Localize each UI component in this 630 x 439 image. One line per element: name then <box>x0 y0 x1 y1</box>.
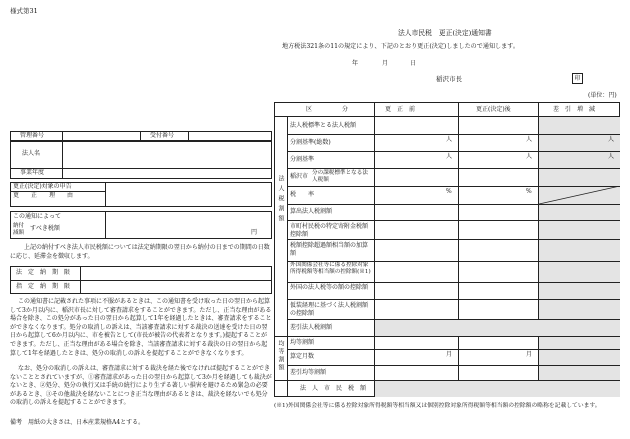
unit-person-diff-2: 人 <box>608 153 615 160</box>
unit-label: (単位：円) <box>588 92 617 99</box>
management-number-label: 管理番号 <box>20 132 45 139</box>
unit-month-before: 月 <box>446 351 453 358</box>
row-division-total: 分割基準(総数) <box>290 139 331 146</box>
row-donation-credit: 市町村民税の特定寄附金税額控除額 <box>290 223 369 238</box>
row-per-capita: 均等割額 <box>290 339 315 346</box>
appeal-paragraph-2: なお、処分の取消しの訴えは、審査請求に対する裁決を経た後でなければ提起することができないこととされていますが、①審査請求があった日の翌日から起算して3か月を経過しても裁決がないとき、②処分、処分の執行又は手続の続行により生ずる著しい損害を避けるため緊急の必要があるとき、③その他裁決を経ないことにつき正当な理由があるときは、裁決を経ないでも処分の取消しの訴えを提起することができます。 <box>10 365 272 407</box>
row-net-per-capita: 差引均等割額 <box>290 369 327 376</box>
correction-target-label: 更正(決定)対象の申告 <box>13 183 72 190</box>
table-footnote: (※1)外国関係会社等に係る控除対象所得税額等相当額又は個別控除対象所得税額等相当額の控除額の略称を記載しています。 <box>274 403 601 409</box>
row-months: 算定月数 <box>290 353 315 360</box>
per-capita-group-label: 均等割額 <box>277 340 284 372</box>
appeal-paragraph: この通知書に記載された事項に不服があるときは、この通知書を受け取った日の翌日から起算して3か月以内に、稲沢市長に対して審査請求をすることができます。ただし、正当な理由がある場合を除き、この処分があった日の翌日から起算して1年を経過したときは、審査請求をすることができなくなります。処分の取消しの訴えは、当該審査請求に対する裁決の送達を受けた日の翌日から起算して6か月以内に、市を被告として(市長が被告の代表者となります。)提起することができます。ただし、正当な理由がある場合を除き、当該審査請求に対する裁決の日の翌日から起算して1年を経過したときは、処分の取消しの訴えを提起することができなくなります。 <box>10 298 272 357</box>
notice-intro: 地方税法321条の11の規定により、下記のとおり更正(決定)しましたので通知します。 <box>282 43 519 50</box>
unit-percent-before: % <box>446 188 452 195</box>
row-excess-credit: 税額控除超過額相当額の加算額 <box>290 242 369 257</box>
remarks-note: 備考 用紙の大きさは、日本産業規格A4とする。 <box>10 419 145 426</box>
unit-person-after-1: 人 <box>526 136 533 143</box>
official-seal-box: 印 <box>572 73 583 84</box>
unit-person-diff-1: 人 <box>608 136 615 143</box>
corporation-info-box <box>10 141 272 179</box>
header-before: 更 正 前 <box>385 106 416 113</box>
header-category: 区 分 <box>306 106 349 113</box>
row-tax-rate: 税 率 <box>290 191 315 198</box>
notice-title: 法人市民税 更正(決定)通知書 <box>398 29 492 37</box>
unit-month-after: 月 <box>526 351 533 358</box>
tax-rate-diagonal <box>539 186 620 204</box>
row-inazawa-base: 分の課税標準となる法人税額 <box>312 170 368 183</box>
row-inazawa-label: 稲沢市 <box>290 173 309 180</box>
row-total-municipal-tax: 法 人 市 民 税 額 <box>300 385 367 392</box>
row-fraudulent-accounting-credit: 仮装経理に基づく法人税割額の控除額 <box>290 302 369 317</box>
row-foreign-affiliate-credit: 外国関係会社等に係る控除対象所得税額等相当額の控除額(※1) <box>290 262 371 275</box>
correction-reason-label: 更 正 理 由 <box>13 192 74 199</box>
unit-percent-after: % <box>526 188 532 195</box>
late-fee-paragraph: 上記の納付すべき法人市民税額については法定納期限の翌日から納付の日までの期間の日数に応じ、延滞金を徴収します。 <box>10 244 270 260</box>
payment-heading: この通知によって <box>13 213 62 220</box>
date-year: 年 <box>352 60 359 67</box>
receipt-number-label: 受付番号 <box>150 132 175 139</box>
corporate-tax-group-label: 法人税割額 <box>277 175 284 225</box>
row-tax-base: 法人税標準とる法人税額 <box>290 122 357 129</box>
payment-yen: 円 <box>251 229 258 236</box>
unit-person-before-2: 人 <box>446 153 453 160</box>
row-computed-tax: 算出法人税割額 <box>290 208 333 215</box>
header-after: 更正(決定)後 <box>476 106 511 113</box>
fiscal-year-label: 事業年度 <box>20 169 45 176</box>
unit-person-after-2: 人 <box>526 153 533 160</box>
mayor-name: 稲沢市長 <box>436 75 462 83</box>
designated-deadline-label: 指 定 納 期 限 <box>16 283 71 290</box>
row-net-corporate-tax: 差引法人税割額 <box>290 324 333 331</box>
date-day: 日 <box>410 60 417 67</box>
payment-label: すべき税額 <box>30 225 60 232</box>
legal-deadline-label: 法 定 納 期 限 <box>16 269 71 276</box>
unit-person-before-1: 人 <box>446 136 453 143</box>
row-foreign-tax-credit: 外国の法人税等の額の控除額 <box>290 284 369 291</box>
payment-sub-label: 納付 減額 <box>13 223 25 236</box>
corporation-name-label: 法人名 <box>22 150 41 157</box>
form-number: 様式第31 <box>10 7 38 15</box>
management-number-bar <box>10 131 272 141</box>
date-month: 月 <box>382 60 389 67</box>
header-difference: 差 引 増 減 <box>553 106 596 113</box>
row-division-base: 分割基準 <box>290 156 315 163</box>
